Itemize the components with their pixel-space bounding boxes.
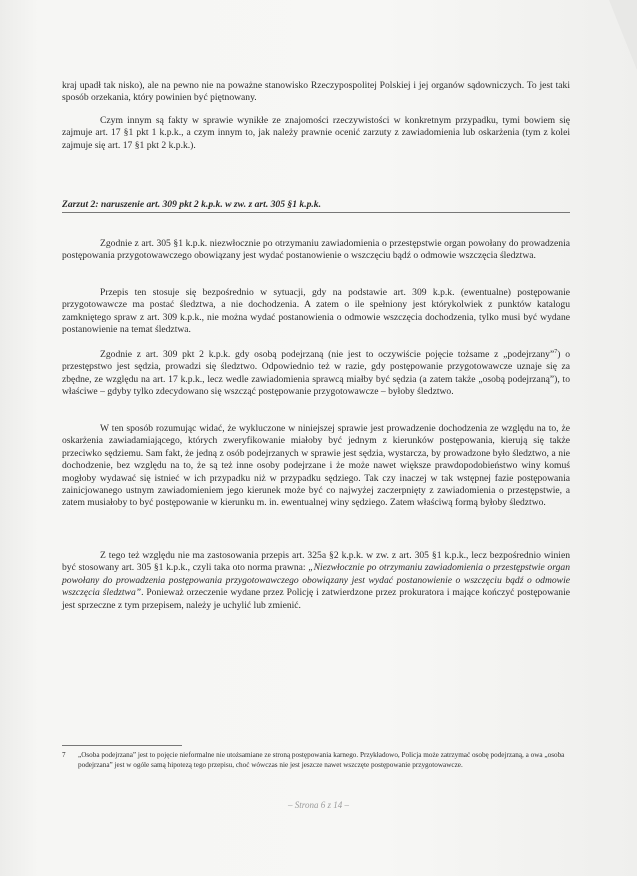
footnote bbox=[62, 751, 570, 770]
footnote-divider bbox=[62, 745, 182, 746]
paragraph-art-309-pkt2-part1: Zgodnie z art. 309 pkt 2 k.p.k. gdy osobą podejrzaną (nie jest to oczywiście pojęcie tożsame z „podejrzany” bbox=[100, 349, 555, 360]
page-corner-fold bbox=[609, 0, 637, 70]
paragraph-reasoning: W ten sposób rozumując widać, że wykluczone w niniejszej sprawie jest prowadzenie dochodzenia ze względu na to, że oskarżenia zawiadamiającego, których zweryfikowanie miałoby być jednym z kierunków postępowania, kierują się także przeciwko sędziemu. Sam fakt, że jedną z osób podejrzanych w sprawie jest sędzia, wystarcza, by prowadzone było śledztwo, a nie dochodzenie, bez względu na to, że są też inne osoby podejrzane i że może nawet większe prawdopodobieństwo winy komuś mogłoby wydawać się istnieć w ich przypadku niż w przypadku sędziego. Tak czy inaczej w tak wstępnej fazie postępowania zainicjowanego ustnym zawiadomieniem jego kierunek może być co najwyżej zaczerpnięty z zawiadomienia o przestępstwie, a zatem musiałoby to być postępowanie w kierunku m. in. ewentualnej winy sędziego. Zatem właściwą formą byłoby śledztwo. bbox=[62, 423, 570, 509]
paragraph-art-309-pkt2-part2: ) o przestępstwo jest sędzia, prowadzi się śledztwo. Odpowiednio też w razie, gdy postępowanie przygotowawcze uznaje się za zbędne, ze względu na art. 17 k.p.k., lecz wedle zawiadomienia sprawcą miałby być sędzia (a zatem także „osobą podejrzaną”), to właściwe – gdyby tylko zdecydowano się wszcząć postępowanie przygotowawcze – byłoby śledztwo. bbox=[62, 349, 570, 398]
paragraph-intro: kraj upadł tak nisko), ale na pewno nie na poważne stanowisko Rzeczypospolitej Polskiej i jej organów sądowniczych. To jest taki sposób orzekania, który powinien być piętnowany. bbox=[62, 80, 570, 104]
paragraph-facts: Czym innym są fakty w sprawie wynikłe ze znajomości rzeczywistości w konkretnym przypadku, tymi bowiem się zajmuje art. 17 §1 pkt 1 k.p.k., a czym innym to, jak należy prawnie ocenić zarzuty z zawiadomienia lub oskarżenia (tym z kolei zajmuje się art. 17 §1 pkt 2 k.p.k.). bbox=[62, 115, 570, 151]
paragraph-art-309: Przepis ten stosuje się bezpośrednio w sytuacji, gdy na podstawie art. 309 k.p.k. (ewentualne) postępowanie przygotowawcze ma postać śledztwa, a nie dochodzenia. A zatem o ile spełniony jest którykolwiek z punktów katalogu zamkniętego spraw z art. 309 k.p.k., nie można wydać postanowienia o odmowie wszczęcia dochodzenia, tylko musi być wydane postanowienie na temat śledztwa. bbox=[62, 287, 570, 336]
paragraph-art-305: Zgodnie z art. 305 §1 k.p.k. niezwłocznie po otrzymaniu zawiadomienia o przestępstwie organ powołany do prowadzenia postępowania przygotowawczego obowiązany jest wydać postanowienie o wszczęciu bądź o odmowie wszczęcia śledztwa. bbox=[62, 238, 570, 262]
quoted-legal-norm: „Niezwłocznie po otrzymaniu zawiadomienia o przestępstwie organ powołany do prowadzenia postępowania przygotowawczego obowiązany jest wydać postanowienie o wszczęciu bądź o odmowie wszczęcia śledztwa” bbox=[62, 562, 570, 599]
footnote-number: 7 bbox=[62, 751, 66, 759]
footnote-text: „Osoba podejrzana” jest to pojęcie nieformalne nie utożsamiane ze stroną postępowania karnego. Przykładowo, Policja może zatrzymać osobę podejrzaną, a owa „osoba podejrzana” jest w ogóle samą hipotezą tego przepisu, choć wówczas nie jest jeszcze nawet wszczęte postępowanie przygotowawcze. bbox=[78, 751, 565, 769]
page-number: – Strona 6 z 14 – bbox=[288, 800, 349, 810]
section-heading: Zarzut 2: naruszenie art. 309 pkt 2 k.p.k. w zw. z art. 305 §1 k.p.k. bbox=[62, 199, 570, 213]
paragraph-conclusion-part1: Z tego też względu nie ma zastosowania przepis art. 325a §2 k.p.k. w zw. z art. 305 §1 k.p.k., lecz bezpośrednio winien być stosowany art. 305 §1 k.p.k., czyli taka oto norma prawna: bbox=[62, 550, 570, 574]
paragraph-art-309-pkt2 bbox=[62, 349, 570, 399]
footnote-reference: 7 bbox=[554, 348, 558, 355]
paragraph-conclusion bbox=[62, 550, 570, 612]
paragraph-conclusion-part2: . Ponieważ orzeczenie wydane przez Policję i zatwierdzone przez prokuratora i mające kończyć postępowanie jest sprzeczne z tym przepisem, należy je uchylić lub zmienić. bbox=[62, 587, 570, 611]
